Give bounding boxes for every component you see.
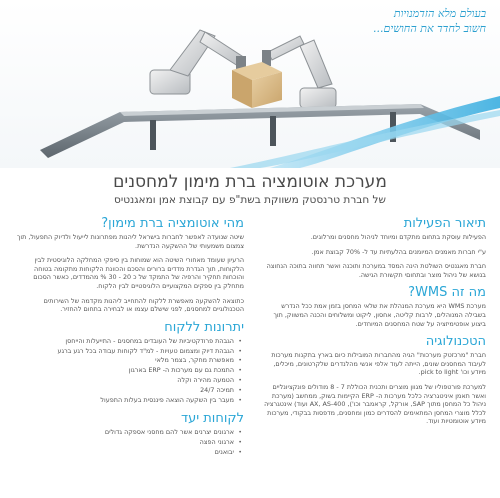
tech-paragraph: למערכת פורטפוליו של מגוון מוצרים ותכנית הכוללת 7 - 8 מודולים פונקציונליים ואשר תאמן איניטגרציה כלכל מערכות ה- ERP הקיימות בשוק, ממחשב (מערכת ניהול כל המחסן מתוך SAP, אורקל, קראמבר וכו'), AX, AS-400 ועוד) אינטגרציה לכלל מוצרי המחסן המתאימים להסדרים כמון ומחסנים, מדפסות בבקודי, מערכות מיודע אוטומטיות ועוד. — [264, 382, 486, 426]
tagline-line-1: בעולם מלא הזדמנויות — [393, 7, 486, 20]
list-item: • הגבהת דיוק ומצמום טעויות - למ"ד לקוחות עבודה בכל רגע ברגע — [12, 347, 234, 357]
list-item: • מעבר בין השקעה הוצאה פיננסית בעלות התפעול — [12, 396, 234, 406]
hero-image — [0, 0, 500, 168]
why-paragraph: כתוצאה להשקעה מאפשרת ללקוח להתחייב ליהנות מקדמה של השירותים הטכנולוגיים למחסנים, לפני שישלם עצמו או לבחירה בתחום להחזיר. — [43, 296, 244, 314]
cardboard-box — [232, 62, 282, 108]
tagline-line-2: חשוב לחדד את החושים... — [372, 22, 486, 35]
activity-heading: תיאור הפעילות — [403, 216, 486, 231]
advantages-heading: יתרונות ללקוח — [164, 319, 244, 335]
list-item: • יבואנים — [12, 448, 234, 458]
right-column — [262, 216, 486, 432]
tagline — [256, 6, 486, 36]
activity-paragraph: חברת מאגנטיס השולטת הינה המסד במערכת ותוכנה ואשר תחווה בתוכה הנחוצה בנושא של ניהול מוצר ובתחוםי תקשורת הגישה. — [266, 262, 486, 279]
activity-section — [262, 216, 486, 279]
why-heading: מהי אוטומציה ברת מימון? — [101, 216, 244, 231]
wms-section — [262, 285, 486, 328]
advantages-list — [12, 337, 244, 406]
list-item: • ארגוני הפצה — [12, 438, 234, 448]
why-section — [12, 216, 244, 314]
page-title: מערכת אוטומציה ברת מימון למחסנים — [113, 172, 387, 192]
clients-heading: לקוחות יעד — [180, 411, 244, 427]
list-item: • תמיכה 24/7 — [12, 386, 234, 396]
wms-paragraph: מערכת WMS היא מערכת המנהלת את שלאי המחסן בזמן אמת ככל הנדרש בשבילה המנוהלים, לרבות קליטה, אחסון, ליקוט ומשלוחים והכנה המשווק, תוך ביצוע אופטימיזציה על שטח המחסנים המיוחדים. — [273, 302, 486, 328]
activity-paragraph: הפעילות עוסקת בתחום מתקדם ומיוחד לניהול מחסנים ומרלוגים. — [310, 233, 486, 241]
list-item: • הגבהת פרודקטיביות של העובדים במחסנים - התייעלות והייחסן — [12, 337, 234, 347]
list-item: • הטמעה מהירה וקלה — [12, 376, 234, 386]
tech-paragraph: חברת "מרכזטק מערכות" הגיה מהחברות המובילות כיום בארץ בתקנות מערכות לעיבוד המחסנים שונים, הייתה לעוד אלפי אנשי מהלנדרים שלקרטונים, מיכלים, מיודע וכו' pick to light. — [271, 351, 486, 377]
wms-heading: מה זה WMS? — [408, 285, 486, 301]
clients-list — [12, 428, 244, 457]
list-item: • ארגונים יצרנים אשר להם מחסני אספקה גדולים — [12, 428, 234, 438]
clients-section — [12, 411, 244, 457]
tech-heading: הטכנולוגיה — [425, 334, 486, 350]
activity-paragraph: ע"י חברות מאמנים המיומנים בהלעתיות עד ל- 70% קבוצת אמן. — [311, 247, 486, 256]
robot-arm-left — [150, 30, 246, 94]
list-item: • התמכת גם עם מערכות ה- ERP בארגון — [12, 366, 234, 376]
why-paragraph: הרעיון שעומד מאחורי השיטה הוא שמוחות בין סיפקי המחלקה הלוגיסטית לבין הלקוחות, תוך הגדרת מדדים ברורים והסכם והכוונת הלקוחות מתקומה בטוחה והוכחות תחקיר והרפיה של התמקד של כ 20 - 30 % מהמדדים, כאשר הסכום מתחלק בין ספקים המקצועיים הלוגיסטיים לבין הלקוח. — [33, 256, 244, 290]
advantages-section — [12, 320, 244, 406]
page-subtitle: של חברת טרנסטק משווקת בשת"פ עם קבוצת אמן ומאגנטיס — [114, 194, 386, 206]
list-item: • מאפשרת מחקר, בצמר מלאי — [12, 356, 234, 366]
left-column — [12, 216, 244, 464]
why-paragraph: שיטה שנועדה לאפשר לחברות בישראל ליהנות מפתרונות לייעול ולדיוק התפעול, תוך צמצום משמעותי של ההשקעה הנדרשת. — [16, 233, 244, 250]
tech-section — [262, 334, 486, 426]
